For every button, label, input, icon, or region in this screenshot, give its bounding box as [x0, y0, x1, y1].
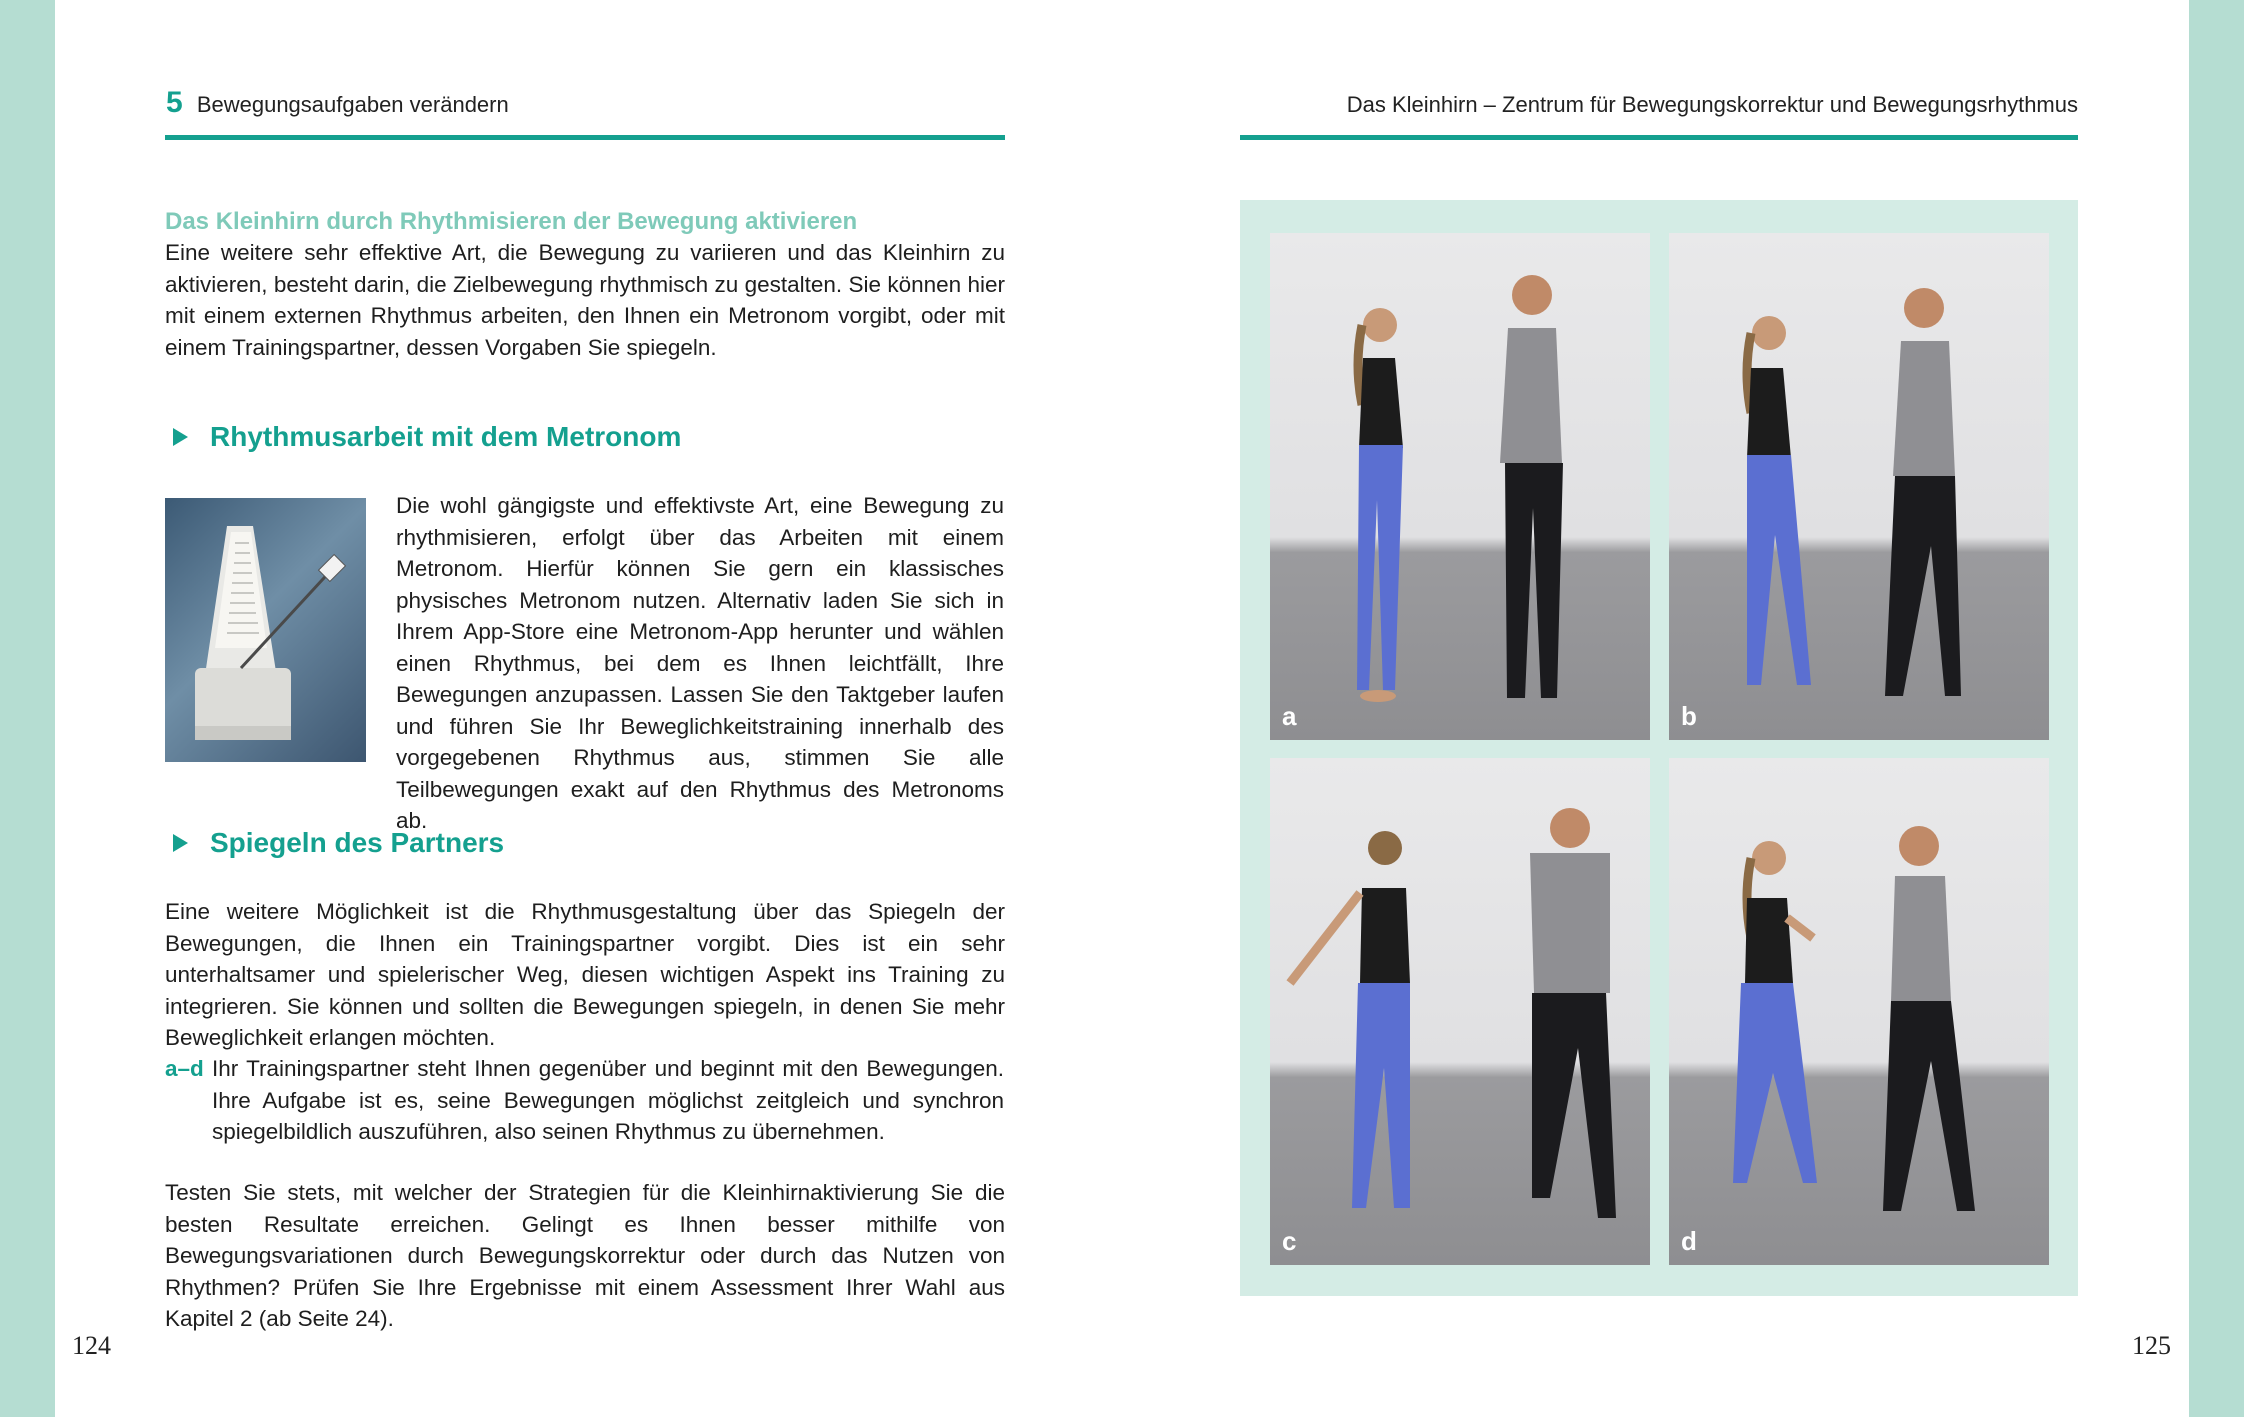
list-text: Ihr Trainingspartner steht Ihnen gegenüber und beginnt mit den Bewegungen. Ihre Aufgabe ist es, seine Bewegungen möglichst zeitgleich und synchron spiegelbildlich auszuführen, also seinen Rhythmus zu übernehmen.: [212, 1056, 1004, 1144]
section-heading-metronome: [165, 421, 681, 453]
page-number-left: 124: [72, 1331, 111, 1360]
chapter-number: 5: [166, 86, 183, 119]
metronome-paragraph: Die wohl gängigste und effektivste Art, eine Bewegung zu rhythmisieren, erfolgt über das Arbeiten mit einem Metronom. Hierfür können Sie gern ein klassisches physisches Metronom nutzen. Alternativ laden Sie sich in Ihrem App-Store eine Metronom-App herunter und wählen einen Rhythmus, bei dem es Ihnen leichtfällt, Ihre Bewegungen anzupassen. Lassen Sie den Taktgeber laufen und führen Sie Ihr Beweglichkeitstraining innerhalb des vorgegebenen Rhythmus aus, stimmen Sie alle Teilbewegungen exakt auf den Rhythmus des Metronoms ab.: [396, 493, 1004, 833]
photo-label-b: b: [1681, 701, 1697, 731]
left-header-rule: [165, 135, 1005, 140]
photo-label-c: c: [1282, 1226, 1297, 1256]
two-people-step-icon: [1669, 233, 2049, 740]
exercise-photo-a: [1270, 233, 1650, 740]
photo-label-d: d: [1681, 1226, 1697, 1256]
triangle-bullet-icon: [173, 834, 188, 852]
partner-paragraph: Eine weitere Möglichkeit ist die Rhythmusgestaltung über das Spiegeln der Bewegungen, die Ihnen ein Trainingspartner vorgibt. Dies ist ein sehr unterhaltsamer und spielerischer Weg, diesen wichtigen Aspekt ins Training zu integrieren. Sie können und sollten die Bewegungen spiegeln, in denen Sie mehr Beweglichkeit erlangen möchten.: [165, 899, 1005, 1050]
right-running-header: Das Kleinhirn – Zentrum für Bewegungskorrektur und Bewegungsrhythmus: [1346, 92, 2078, 117]
triangle-bullet-icon: [173, 428, 188, 446]
closing-paragraph: Testen Sie stets, mit welcher der Strategien für die Kleinhirnaktivierung Sie die besten Resultate erreichen. Gelingt es Ihnen besser mithilfe von Bewegungsvariationen durch Bewegungskorrektur oder durch das Nutzen von Rhythmen? Prüfen Sie Ihre Ergebnisse mit einem Assessment Ihrer Wahl aus Kapitel 2 (ab Seite 24).: [165, 1180, 1005, 1331]
exercise-photo-c: [1270, 758, 1650, 1265]
exercise-photo-b: [1669, 233, 2049, 740]
two-people-squat-icon: [1669, 758, 2049, 1265]
two-people-turning-icon: [1270, 758, 1650, 1265]
section-heading-partner: [165, 827, 504, 859]
metronome-photo: [165, 498, 366, 762]
exercise-photo-d: [1669, 758, 2049, 1265]
list-label: a–d: [165, 1056, 204, 1081]
two-people-standing-icon: [1270, 233, 1650, 740]
page-number-right: 125: [2132, 1331, 2171, 1360]
metronome-icon: [165, 498, 366, 762]
intro-block: [165, 206, 1005, 363]
photo-label-a: a: [1282, 701, 1297, 731]
section-title: Spiegeln des Partners: [210, 827, 505, 858]
intro-heading: Das Kleinhirn durch Rhythmisieren der Bewegung aktivieren: [165, 208, 858, 235]
left-running-header: [166, 86, 509, 120]
section-title: Rhythmusarbeit mit dem Metronom: [210, 421, 682, 452]
right-header-rule: [1240, 135, 2078, 140]
intro-paragraph: Eine weitere sehr effektive Art, die Bewegung zu variieren und das Kleinhirn zu aktivieren, besteht darin, die Zielbewegung rhythmisch zu gestalten. Sie können hier mit einem externen Rhythmus arbeiten, den Ihnen ein Metronom vorgibt, oder mit einem Trainingspartner, dessen Vorgaben Sie spiegeln.: [165, 240, 1005, 360]
chapter-title: Bewegungsaufgaben verändern: [196, 92, 509, 117]
